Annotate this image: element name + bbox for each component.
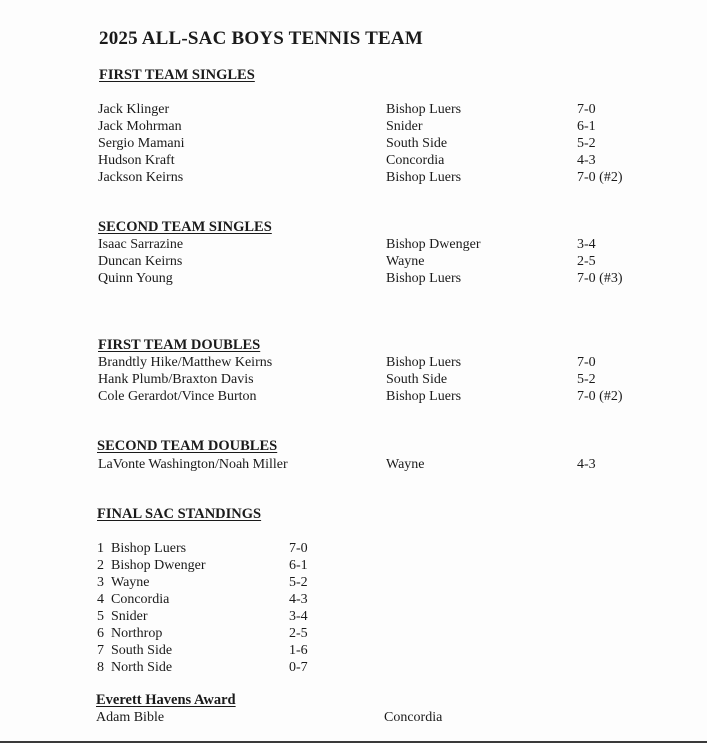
player-school: Bishop Dwenger	[386, 237, 481, 252]
player-name: Sergio Mamani	[98, 136, 185, 151]
player-name: Isaac Sarrazine	[98, 237, 184, 252]
standing-record: 0-7	[289, 660, 308, 675]
player-school: Concordia	[386, 153, 445, 168]
table-row	[0, 354, 707, 371]
player-record: 6-1	[577, 119, 596, 134]
player-record: 7-0 (#3)	[577, 271, 623, 286]
player-school: Bishop Luers	[386, 355, 462, 370]
player-name: Hudson Kraft	[98, 153, 175, 168]
player-record: 5-2	[577, 136, 596, 151]
award-winner-name: Adam Bible	[96, 710, 165, 725]
heading-award: Everett Havens Award	[96, 692, 236, 708]
table-row	[0, 456, 707, 473]
standing-school: Wayne	[111, 575, 150, 590]
heading-second-team-doubles: SECOND TEAM DOUBLES	[97, 438, 278, 454]
standing-record: 5-2	[289, 575, 308, 590]
table-row	[0, 135, 707, 152]
standing-school: Concordia	[111, 592, 170, 607]
standings-row	[0, 608, 707, 625]
standings-row	[0, 659, 707, 676]
player-record: 7-0	[577, 102, 596, 117]
standing-record: 7-0	[289, 541, 308, 556]
player-record: 7-0 (#2)	[577, 170, 623, 185]
table-row	[0, 169, 707, 186]
standing-rank: 1	[97, 541, 104, 556]
standings-row	[0, 642, 707, 659]
standing-record: 6-1	[289, 558, 308, 573]
player-record: 4-3	[577, 457, 596, 472]
standing-rank: 8	[97, 660, 104, 675]
standing-rank: 6	[97, 626, 104, 641]
player-school: Bishop Luers	[386, 102, 462, 117]
player-school: Bishop Luers	[386, 271, 462, 286]
player-name: Jackson Keirns	[98, 170, 184, 185]
standings-row	[0, 540, 707, 557]
standing-record: 4-3	[289, 592, 308, 607]
player-name: Quinn Young	[98, 271, 173, 286]
player-record: 5-2	[577, 372, 596, 387]
player-school: South Side	[386, 372, 448, 387]
award-winner-school: Concordia	[384, 710, 443, 725]
player-school: Bishop Luers	[386, 389, 462, 404]
heading-first-team-doubles: FIRST TEAM DOUBLES	[98, 337, 261, 353]
page-title: 2025 ALL-SAC BOYS TENNIS TEAM	[99, 28, 423, 49]
player-school: Bishop Luers	[386, 170, 462, 185]
player-name: LaVonte Washington/Noah Miller	[98, 457, 288, 472]
player-record: 3-4	[577, 237, 596, 252]
table-row	[0, 118, 707, 135]
standing-rank: 5	[97, 609, 104, 624]
standing-rank: 2	[97, 558, 104, 573]
player-record: 4-3	[577, 153, 596, 168]
table-row	[0, 270, 707, 287]
player-record: 2-5	[577, 254, 596, 269]
heading-second-team-singles: SECOND TEAM SINGLES	[98, 219, 272, 235]
player-name: Hank Plumb/Braxton Davis	[98, 372, 254, 387]
standing-school: Snider	[111, 609, 148, 624]
standing-rank: 7	[97, 643, 104, 658]
table-row	[0, 152, 707, 169]
standing-rank: 4	[97, 592, 104, 607]
table-row	[0, 253, 707, 270]
standing-school: North Side	[111, 660, 173, 675]
award-row	[0, 709, 707, 726]
standing-school: Bishop Dwenger	[111, 558, 206, 573]
table-row	[0, 371, 707, 388]
table-row	[0, 101, 707, 118]
player-school: Wayne	[386, 457, 425, 472]
standing-record: 1-6	[289, 643, 308, 658]
heading-first-team-singles: FIRST TEAM SINGLES	[99, 67, 255, 83]
player-name: Cole Gerardot/Vince Burton	[98, 389, 257, 404]
player-record: 7-0 (#2)	[577, 389, 623, 404]
standing-school: Northrop	[111, 626, 163, 641]
player-school: Wayne	[386, 254, 425, 269]
player-name: Jack Mohrman	[98, 119, 182, 134]
standing-school: South Side	[111, 643, 173, 658]
player-school: Snider	[386, 119, 423, 134]
standings-row	[0, 557, 707, 574]
player-name: Jack Klinger	[98, 102, 170, 117]
player-name: Brandtly Hike/Matthew Keirns	[98, 355, 273, 370]
player-school: South Side	[386, 136, 448, 151]
standings-row	[0, 625, 707, 642]
standing-record: 3-4	[289, 609, 308, 624]
player-record: 7-0	[577, 355, 596, 370]
standings-row	[0, 574, 707, 591]
heading-final-standings: FINAL SAC STANDINGS	[97, 506, 262, 522]
table-row	[0, 388, 707, 405]
standings-row	[0, 591, 707, 608]
standing-record: 2-5	[289, 626, 308, 641]
table-row	[0, 236, 707, 253]
standing-school: Bishop Luers	[111, 541, 187, 556]
player-name: Duncan Keirns	[98, 254, 183, 269]
standing-rank: 3	[97, 575, 104, 590]
